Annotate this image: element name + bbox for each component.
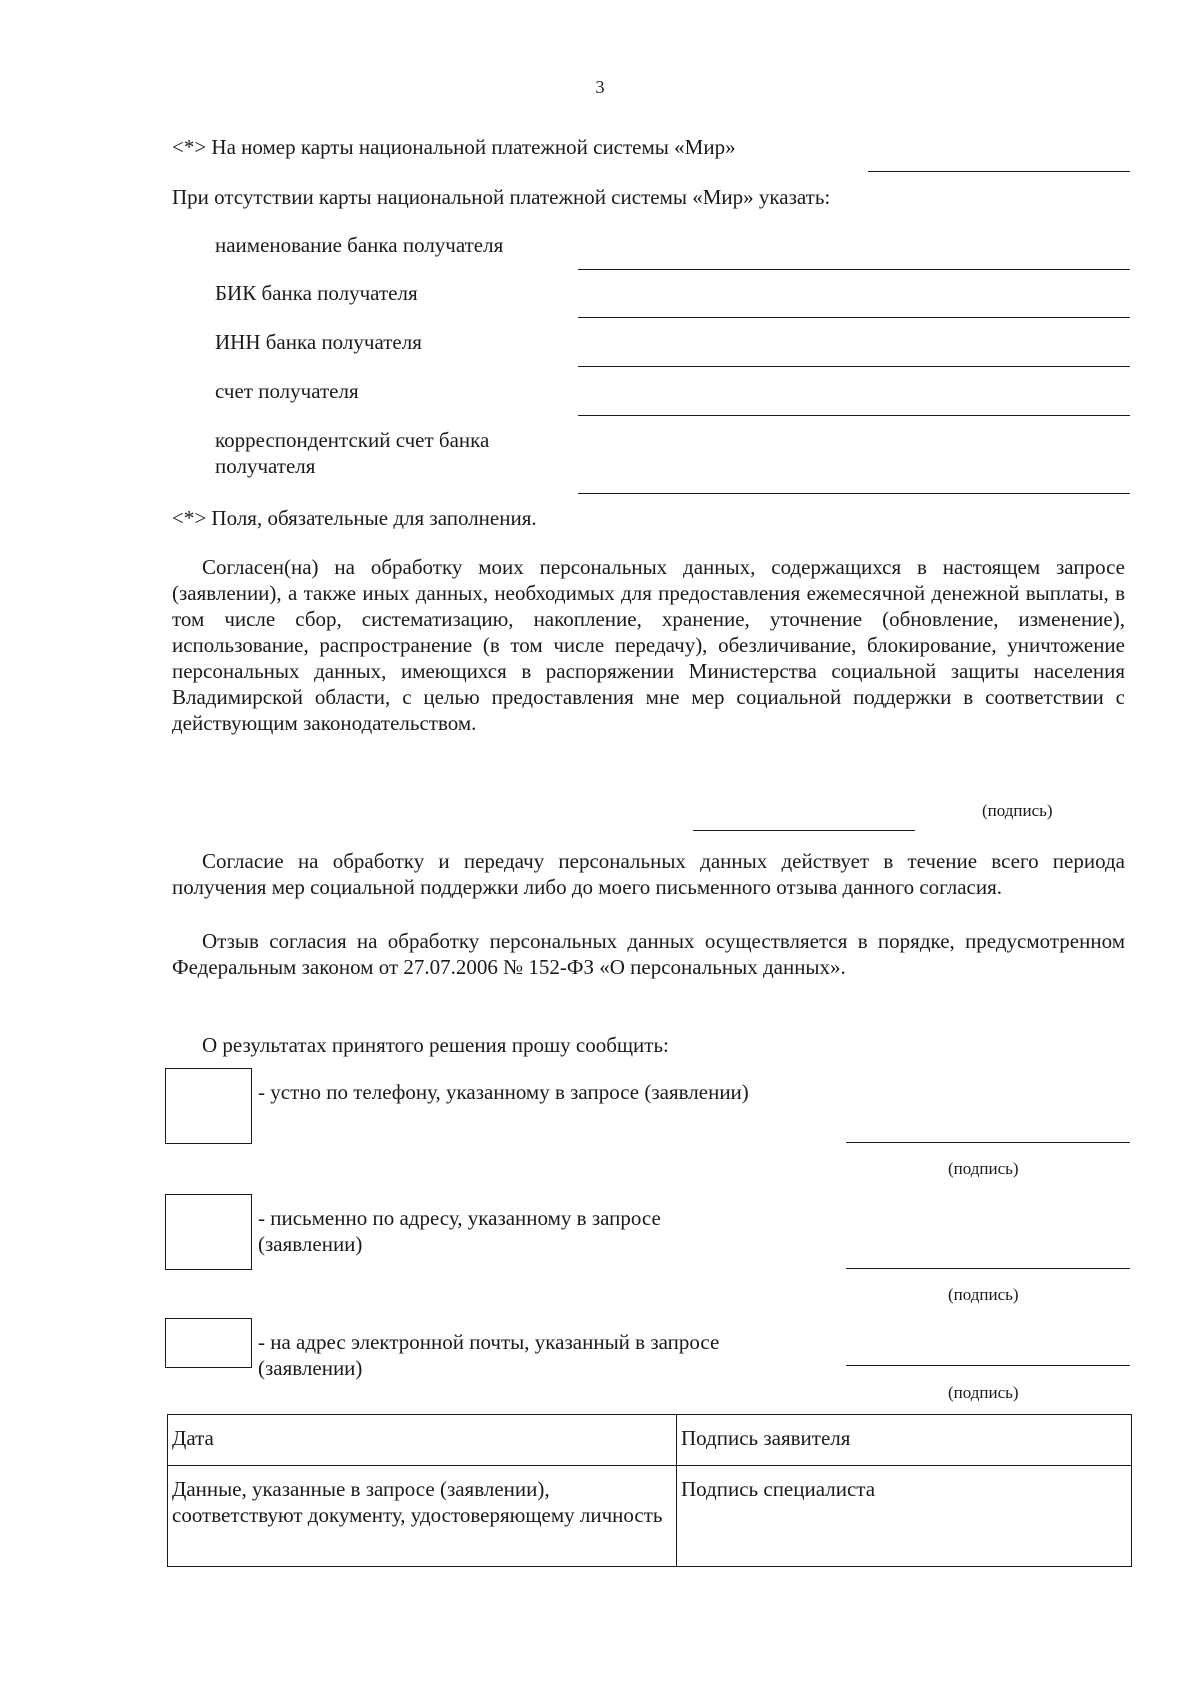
footer-table	[167, 1414, 1132, 1567]
corr-account-label: корреспондентский счет банка получателя	[215, 428, 490, 478]
bank-name-label: наименование банка получателя	[215, 233, 504, 257]
notify-email-signature-field[interactable]	[846, 1365, 1130, 1366]
notify-mail-signature-label: (подпись)	[948, 1285, 1019, 1304]
table-row	[168, 1466, 1132, 1567]
date-cell[interactable]: Дата	[168, 1415, 677, 1466]
consent-signature-field[interactable]	[693, 830, 915, 831]
page-number: 3	[595, 77, 605, 97]
corr-account-field[interactable]	[578, 493, 1130, 494]
withdrawal-paragraph: Отзыв согласия на обработку персональных данных осуществляется в порядке, предусмотренном Федеральным законом от 27.07.2006 № 152-ФЗ «О персональных данных».	[172, 929, 1125, 979]
table-row	[168, 1415, 1132, 1466]
bank-bik-field[interactable]	[578, 317, 1130, 318]
required-note: <*> Поля, обязательные для заполнения.	[172, 506, 537, 530]
notify-mail-signature-field[interactable]	[846, 1268, 1130, 1269]
recipient-account-field[interactable]	[578, 415, 1130, 416]
applicant-signature-cell[interactable]: Подпись заявителя	[677, 1415, 1132, 1466]
notify-mail-checkbox[interactable]	[165, 1194, 252, 1270]
notify-email-checkbox[interactable]	[165, 1318, 252, 1368]
notify-phone-signature-field[interactable]	[846, 1142, 1130, 1143]
notify-intro: О результатах принятого решения прошу сообщить:	[202, 1033, 669, 1057]
consent-paragraph: Согласен(на) на обработку моих персональных данных, содержащихся в настоящем запросе (заявлении), а также иных данных, необходимых для предоставления ежемесячной денежной выплаты, в том числе сбор, систематизацию, накопление, хранение, уточнение (обновление, изменение), использование, распространение (в том числе передачу), обезличивание, блокирование, уничтожение персональных данных, имеющихся в распоряжении Министерства социальной защиты населения Владимирской области, с целью предоставления мне мер социальной поддержки в соответствии с действующим законодательством.	[172, 555, 1125, 735]
bank-inn-field[interactable]	[578, 366, 1130, 367]
notify-phone-checkbox[interactable]	[165, 1068, 252, 1144]
notify-phone-signature-label: (подпись)	[948, 1159, 1019, 1178]
bank-bik-label: БИК банка получателя	[215, 281, 418, 305]
notify-email-label: - на адрес электронной почты, указанный в запросе (заявлении)	[258, 1330, 720, 1380]
validity-paragraph: Согласие на обработку и передачу персональных данных действует в течение всего периода получения мер социальной поддержки либо до моего письменного отзыва данного согласия.	[172, 849, 1125, 899]
card-number-field[interactable]	[868, 171, 1130, 172]
notify-email-signature-label: (подпись)	[948, 1383, 1019, 1402]
card-fallback-text: При отсутствии карты национальной платежной системы «Мир» указать:	[172, 185, 831, 209]
notify-mail-label: - письменно по адресу, указанному в запросе (заявлении)	[258, 1206, 661, 1256]
consent-signature-label: (подпись)	[982, 801, 1053, 820]
data-verification-cell: Данные, указанные в запросе (заявлении), соответствуют документу, удостоверяющему личность	[168, 1466, 677, 1567]
specialist-signature-cell[interactable]: Подпись специалиста	[677, 1466, 1132, 1567]
recipient-account-label: счет получателя	[215, 379, 359, 403]
bank-name-field[interactable]	[578, 269, 1130, 270]
notify-phone-label: - устно по телефону, указанному в запросе (заявлении)	[258, 1080, 749, 1104]
bank-inn-label: ИНН банка получателя	[215, 330, 422, 354]
card-number-label: <*> На номер карты национальной платежной системы «Мир»	[172, 135, 736, 159]
